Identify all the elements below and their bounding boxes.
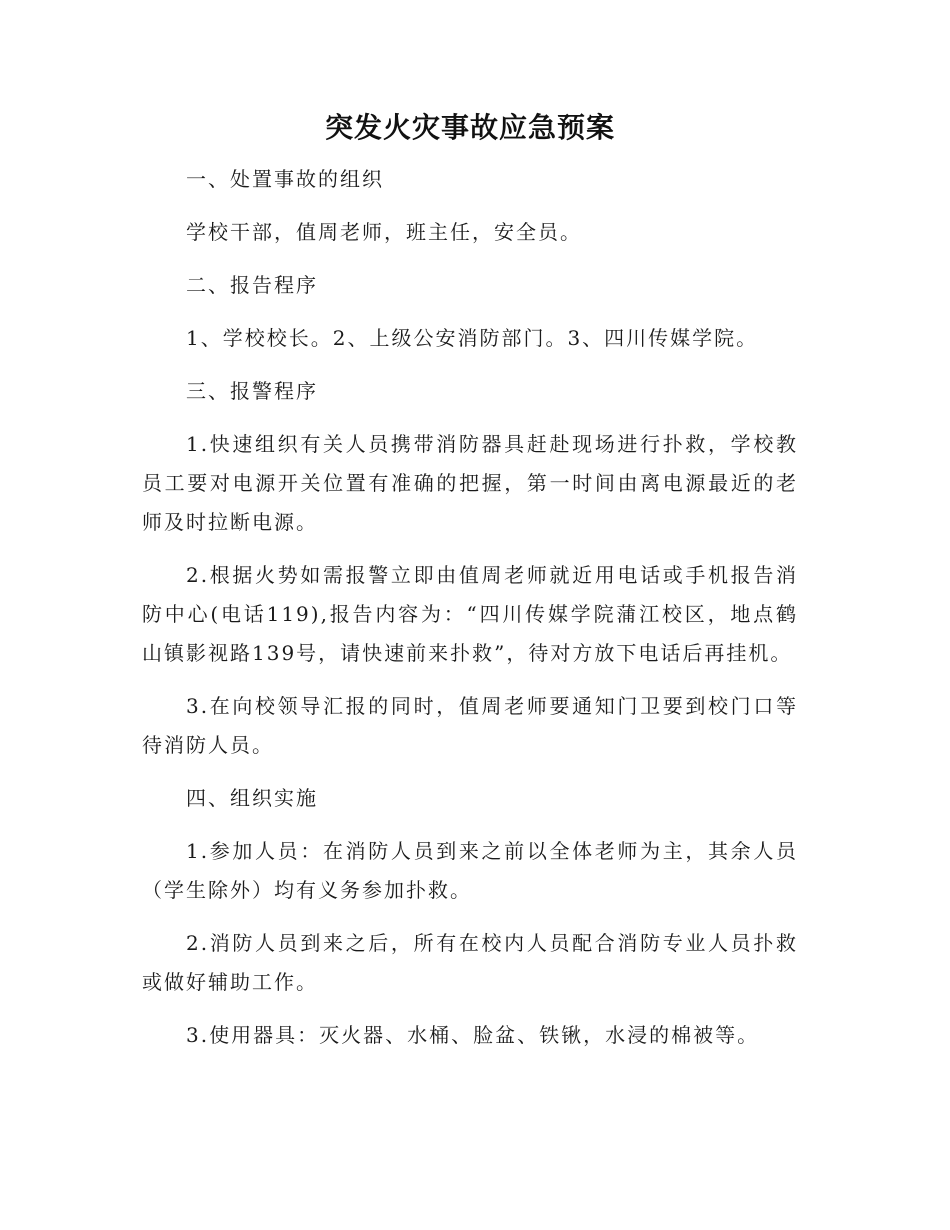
paragraph-report-order: 1、学校校长。2、上级公安消防部门。3、四川传媒学院。 <box>186 326 759 350</box>
paragraph-alarm-step-1: 1.快速组织有关人员携带消防器具赶赴现场进行扑救，学校教员工要对电源开关位置有准确的把握，第一时间由离电源最近的老师及时拉断电源。 <box>142 432 798 534</box>
section-heading-organization: 一、处置事故的组织 <box>186 167 384 191</box>
document-title: 突发火灾事故应急预案 <box>324 111 615 144</box>
section-heading-report-procedure: 二、报告程序 <box>186 273 318 297</box>
paragraph-alarm-step-2: 2.根据火势如需报警立即由值周老师就近用电话或手机报告消防中心(电话119),报告内容为：“四川传媒学院蒲江校区，地点鹤山镇影视路139号，请快速前来扑救”，待对方放下电话后再挂机。 <box>142 563 798 665</box>
paragraph-implementation-1: 1.参加人员：在消防人员到来之前以全体老师为主，其余人员（学生除外）均有义务参加扑救。 <box>142 839 798 902</box>
paragraph-alarm-step-3: 3.在向校领导汇报的同时，值周老师要通知门卫要到校门口等待消防人员。 <box>142 694 798 757</box>
section-heading-implementation: 四、组织实施 <box>186 786 318 810</box>
section-heading-alarm-procedure: 三、报警程序 <box>186 379 318 403</box>
paragraph-implementation-3: 3.使用器具：灭火器、水桶、脸盆、铁锹，水浸的棉被等。 <box>186 1023 760 1047</box>
paragraph-organization-members: 学校干部，值周老师，班主任，安全员。 <box>186 220 582 244</box>
document-page <box>142 108 798 1069</box>
paragraph-implementation-2: 2.消防人员到来之后，所有在校内人员配合消防专业人员扑救或做好辅助工作。 <box>142 931 798 994</box>
